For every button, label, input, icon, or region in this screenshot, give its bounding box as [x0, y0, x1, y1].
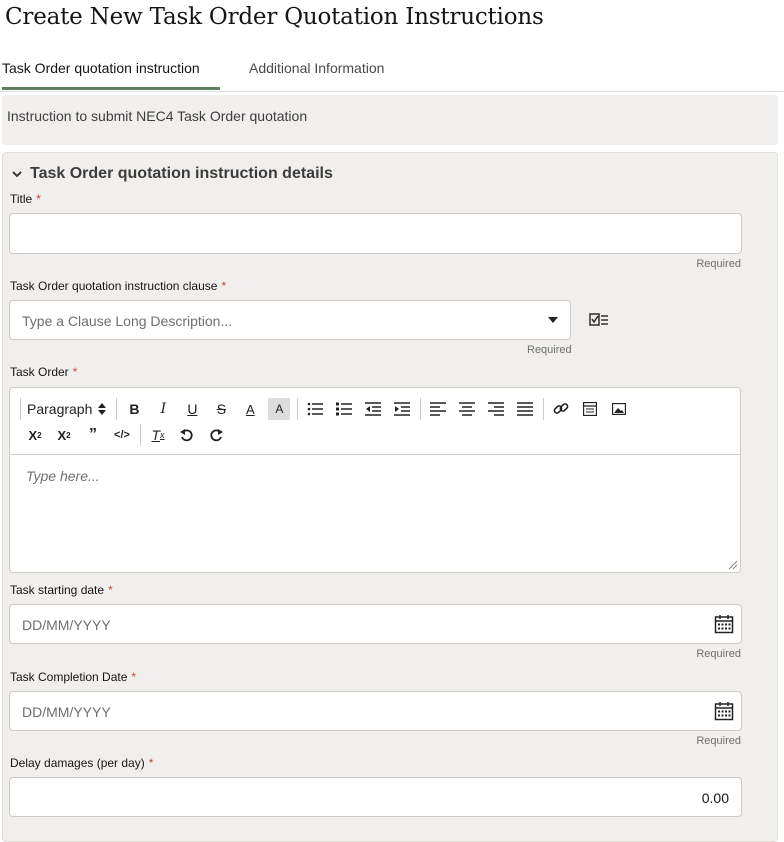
completion-date-input[interactable]: [9, 691, 742, 731]
page-title: Create New Task Order Quotation Instructions: [5, 4, 544, 30]
subscript-icon[interactable]: X 2: [28, 427, 42, 443]
completion-date-placeholder: DD/MM/YYYY: [22, 704, 111, 720]
updown-caret-icon: [98, 403, 106, 415]
toolbar-divider: [543, 398, 544, 420]
outdent-icon[interactable]: [362, 398, 384, 420]
required-marker: *: [36, 192, 41, 206]
code-icon[interactable]: </>: [114, 429, 130, 441]
redo-icon[interactable]: [205, 424, 227, 446]
align-justify-icon[interactable]: [514, 398, 536, 420]
completion-date-label: Task Completion Date *: [10, 670, 137, 684]
superscript-icon[interactable]: X 2: [57, 427, 71, 443]
start-date-input[interactable]: [9, 604, 742, 644]
tab-additional-information[interactable]: Additional Information: [249, 60, 385, 76]
delay-damages-label: Delay damages (per day) *: [10, 756, 154, 770]
underline-icon[interactable]: U: [187, 401, 198, 417]
clear-formatting-icon[interactable]: T x: [151, 427, 165, 443]
required-marker: *: [148, 756, 154, 770]
start-date-label: Task starting date *: [10, 583, 113, 597]
calendar-icon[interactable]: [714, 701, 734, 721]
numbered-list-icon[interactable]: [333, 398, 355, 420]
title-input[interactable]: [9, 213, 742, 254]
required-marker: *: [131, 670, 137, 684]
delay-damages-input[interactable]: [9, 777, 742, 817]
toolbar-divider: [297, 398, 298, 420]
resize-handle-icon[interactable]: [728, 560, 738, 570]
toolbar-divider: [116, 398, 117, 420]
calendar-icon[interactable]: [714, 614, 734, 634]
tab-task-order-quotation-instruction[interactable]: Task Order quotation instruction: [2, 60, 200, 76]
start-date-required-hint: Required: [696, 648, 741, 660]
highlight-color-icon[interactable]: A: [268, 398, 290, 420]
toolbar-divider: [140, 424, 141, 446]
active-tab-indicator: [2, 87, 220, 90]
table-icon[interactable]: [579, 398, 601, 420]
task-order-label: Task Order *: [10, 365, 78, 379]
tab-bar: [0, 52, 784, 92]
clause-required-hint: Required: [527, 344, 572, 356]
completion-date-required-hint: Required: [696, 735, 741, 747]
instruction-banner: [2, 95, 778, 145]
instruction-text: Instruction to submit NEC4 Task Order quotation: [7, 108, 308, 124]
blockquote-icon[interactable]: ”: [89, 426, 97, 443]
editor-toolbar: [10, 388, 740, 455]
strikethrough-icon[interactable]: S: [216, 401, 227, 417]
clause-combobox[interactable]: [9, 300, 571, 340]
align-left-icon[interactable]: [427, 398, 449, 420]
required-marker: *: [72, 365, 78, 379]
indent-icon[interactable]: [391, 398, 413, 420]
undo-icon[interactable]: [176, 424, 198, 446]
toolbar-divider: [420, 398, 421, 420]
section-title: Task Order quotation instruction details: [30, 165, 333, 182]
required-marker: *: [221, 279, 227, 293]
editor-placeholder: Type here...: [26, 468, 100, 484]
chevron-down-icon: [12, 169, 22, 179]
task-order-editor[interactable]: [9, 387, 741, 573]
clause-placeholder: Type a Clause Long Description...: [22, 313, 233, 329]
bold-icon[interactable]: B: [129, 401, 140, 417]
required-marker: *: [108, 583, 113, 597]
font-color-icon[interactable]: A: [246, 401, 255, 417]
title-label: Title *: [10, 192, 41, 206]
section-header[interactable]: [12, 165, 333, 183]
title-required-hint: Required: [696, 258, 741, 270]
paragraph-format-select[interactable]: Paragraph: [27, 398, 106, 420]
delay-damages-value: 0.00: [701, 790, 729, 806]
align-center-icon[interactable]: [456, 398, 478, 420]
link-icon[interactable]: [550, 398, 572, 420]
image-icon[interactable]: [608, 398, 630, 420]
toolbar-divider: [20, 398, 21, 420]
clause-label: Task Order quotation instruction clause *: [10, 279, 227, 293]
dropdown-arrow-icon[interactable]: [548, 317, 558, 323]
align-right-icon[interactable]: [485, 398, 507, 420]
italic-icon[interactable]: I: [160, 401, 167, 417]
start-date-placeholder: DD/MM/YYYY: [22, 617, 111, 633]
clause-select-list-icon[interactable]: [588, 311, 610, 329]
bullet-list-icon[interactable]: [304, 398, 326, 420]
